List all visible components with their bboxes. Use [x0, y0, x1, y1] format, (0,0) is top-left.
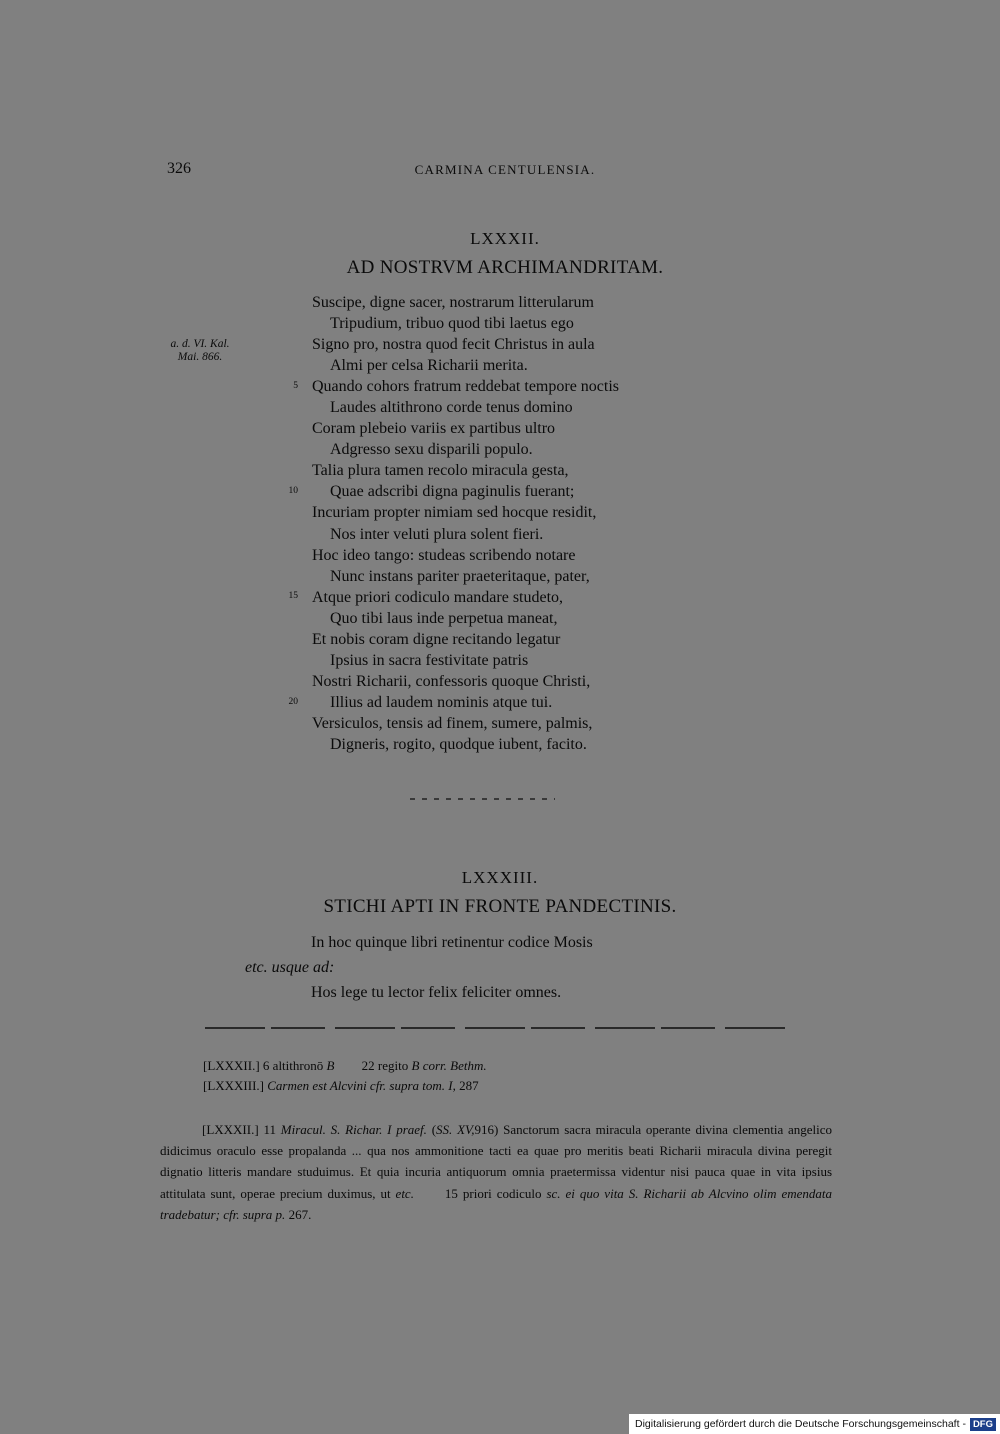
apparatus-text: 287 — [459, 1078, 479, 1093]
verse-line: Suscipe, digne sacer, nostrarum litterularum — [312, 294, 594, 311]
verse-line: Ipsius in sacra festivitate patris — [330, 651, 529, 669]
verse-line: Atque priori codiculo mandare studeto, — [312, 588, 564, 606]
section-separator — [410, 798, 555, 800]
footer-text: Digitalisierung gefördert durch die Deutsche Forschungsgemeinschaft - — [635, 1418, 966, 1430]
verse-line: Signo pro, nostra quod fecit Christus in aula — [312, 336, 595, 354]
verse-line: Nostri Richarii, confessoris quoque Christi, — [312, 672, 591, 690]
apparatus-siglum: B corr. Bethm. — [411, 1058, 487, 1073]
line-number: 15 — [288, 591, 298, 601]
poem2-line-2: Hos lege tu lector felix feliciter omnes. — [311, 984, 562, 1001]
note-ref: [LXXXII.] 11 — [202, 1122, 276, 1137]
note-source: Miracul. S. Richar. I praef. — [280, 1122, 427, 1137]
verse-line: Almi per celsa Richarii merita. — [330, 357, 528, 375]
line-number: 5 — [293, 381, 298, 391]
verse-line: Et nobis coram digne recitando legatur — [312, 630, 561, 648]
verse-line: Quo tibi laus inde perpetua maneat, — [330, 609, 558, 627]
note-text: ( — [431, 1122, 437, 1137]
verse-line: Coram plebeio variis ex partibus ultro — [312, 420, 556, 438]
poem1-verses — [312, 292, 732, 755]
dfg-logo: DFG — [970, 1418, 996, 1431]
page-number: 326 — [167, 160, 191, 177]
poem1-numeral: LXXXII. — [470, 229, 540, 248]
poem1-title: AD NOSTRVM ARCHIMANDRITAM. — [346, 257, 664, 278]
line-number: 10 — [288, 486, 298, 496]
apparatus-ref: [LXXXII.] — [203, 1058, 260, 1073]
poem2-line-1: In hoc quinque libri retinentur codice Mosis — [311, 934, 593, 951]
apparatus-siglum: B — [326, 1058, 335, 1073]
verse-line: Tripudium, tribuo quod tibi laetus ego — [330, 315, 574, 333]
verse-line: Incuriam propter nimiam sed hocque residit, — [312, 504, 597, 522]
verse-line: Quando cohors fratrum reddebat tempore noctis — [312, 378, 620, 396]
poem2-numeral: LXXXIII. — [461, 868, 539, 887]
apparatus-text: Carmen est Alcvini cfr. supra tom. I, — [267, 1078, 456, 1093]
date-note-line: Mai. 866. — [177, 351, 223, 363]
verse-line: Illius ad laudem nominis atque tui. — [330, 693, 553, 711]
apparatus-line-2 — [203, 1078, 479, 1094]
note-text: 267. — [288, 1206, 312, 1222]
verse-line: Quae adscribi digna paginulis fuerant; — [330, 483, 575, 501]
apparatus-ref: [LXXXIII.] — [203, 1078, 265, 1093]
apparatus-line-1 — [203, 1058, 487, 1074]
explanatory-notes — [160, 1119, 832, 1225]
verse-line: Talia plura tamen recolo miracula gesta, — [312, 462, 569, 480]
date-note — [140, 338, 260, 364]
note-paragraph — [160, 1119, 832, 1225]
verse-line: Versiculos, tensis ad finem, sumere, palmis, — [312, 714, 593, 732]
date-note-line: a. d. VI. Kal. — [170, 338, 230, 350]
line-number: 20 — [288, 697, 298, 707]
verse-line: Hoc ideo tango: studeas scribendo notare — [312, 546, 576, 564]
poem2-etc: etc. usque ad: — [245, 959, 335, 976]
poem2-title: STICHI APTI IN FRONTE PANDECTINIS. — [323, 896, 677, 917]
verse-line: Digneris, rogito, quodque iubent, facito. — [330, 735, 587, 753]
note-text: 916) Sanctorum sacra miracula operante divina clementia angelico didicimus oraculo esse propalanda ... qua nos ammonitione tacti ea quae pro meritis beati Richarii miracula divina peregit dignatio litteris mandare studuimus. Et quia incuria antiquorum omnia praetermissa videntur nisi pauca quae in vita ipsius attitulata sunt, operae precium duximus, ut — [160, 1122, 833, 1201]
note-text: 15 priori codiculo — [444, 1185, 542, 1201]
verse-line: Nunc instans pariter praeteritaque, pater, — [330, 567, 590, 585]
footer-banner — [629, 1414, 1000, 1434]
note-text: sc. ei quo vita S. Richarii ab Alcvino olim emendata tradebatur; cfr. supra p. — [160, 1185, 833, 1222]
running-title: CARMINA CENTULENSIA. — [414, 162, 596, 177]
verse-line: Laudes altithrono corde tenus domino — [330, 399, 573, 417]
apparatus-text: 22 regito — [361, 1058, 409, 1073]
verse-line: Nos inter veluti plura solent fieri. — [330, 525, 544, 543]
footnote-rule — [205, 1027, 785, 1029]
note-text: etc. — [395, 1185, 414, 1201]
verse-line: Adgresso sexu disparili populo. — [330, 441, 533, 459]
note-source: SS. XV, — [436, 1122, 475, 1137]
apparatus-text: 6 altithronō — [262, 1058, 324, 1073]
